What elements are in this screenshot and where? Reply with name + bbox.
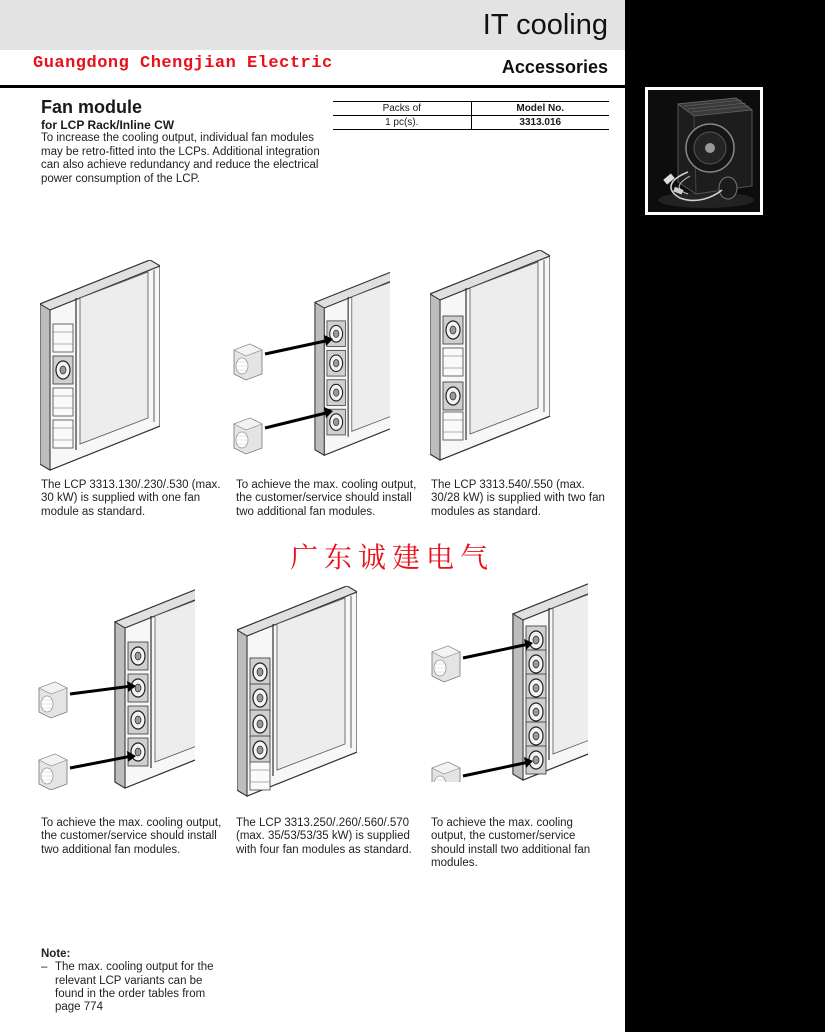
note-title: Note: xyxy=(41,948,71,960)
note-block xyxy=(41,948,231,1014)
figure-caption-1: The LCP 3313.130/.230/.530 (max. 30 kW) is supplied with one fan module as standard. xyxy=(41,479,221,518)
dash-icon: – xyxy=(41,961,48,974)
rack-diagram-2 xyxy=(230,262,390,474)
section-title: IT cooling xyxy=(482,9,608,41)
order-table-row xyxy=(333,116,609,130)
rack-diagram-3 xyxy=(430,250,550,462)
order-table xyxy=(333,101,609,130)
note-text: The max. cooling output for the relevant LCP variants can be found in the order tables from page 774 xyxy=(55,961,214,1014)
fan-module-photo xyxy=(645,87,763,215)
order-table-header xyxy=(333,102,609,116)
company-watermark: Guangdong Chengjian Electric xyxy=(33,54,333,73)
rack-diagram-6 xyxy=(428,570,588,782)
figure-caption-6: To achieve the max. cooling output, the customer/service should install two additional fan modules. xyxy=(431,817,591,869)
packs-cell: 1 pc(s). xyxy=(333,116,471,130)
sub-section-title: Accessories xyxy=(501,57,608,77)
figure-caption-5: The LCP 3313.250/.260/.560/.570 (max. 35/53/53/35 kW) is supplied with four fan modules as standard. xyxy=(236,817,412,856)
product-title: Fan module xyxy=(41,97,143,117)
rack-diagram-5 xyxy=(237,586,357,798)
note-item xyxy=(41,961,231,1014)
figure-caption-3: The LCP 3313.540/.550 (max. 30/28 kW) is supplied with two fan modules as standard. xyxy=(431,479,605,518)
rack-diagram-4 xyxy=(35,578,195,790)
rack-diagram-1 xyxy=(40,260,160,472)
packs-header: Packs of xyxy=(333,102,471,116)
company-watermark-cn: 广东诚建电气 xyxy=(290,541,495,574)
figure-caption-2: To achieve the max. cooling output, the customer/service should install two additional fan modules. xyxy=(236,479,417,518)
product-description: To increase the cooling output, individual fan modules may be retro-fitted into the LCPs. Additional integration can also achieve redundancy and reduce the electrical power consumption of the LCP. xyxy=(41,132,320,185)
model-cell: 3313.016 xyxy=(471,116,609,130)
header-rule xyxy=(0,85,625,88)
figure-caption-4: To achieve the max. cooling output, the customer/service should install two additional fan modules. xyxy=(41,817,222,856)
product-subtitle: for LCP Rack/Inline CW xyxy=(41,118,175,132)
model-header: Model No. xyxy=(471,102,609,116)
